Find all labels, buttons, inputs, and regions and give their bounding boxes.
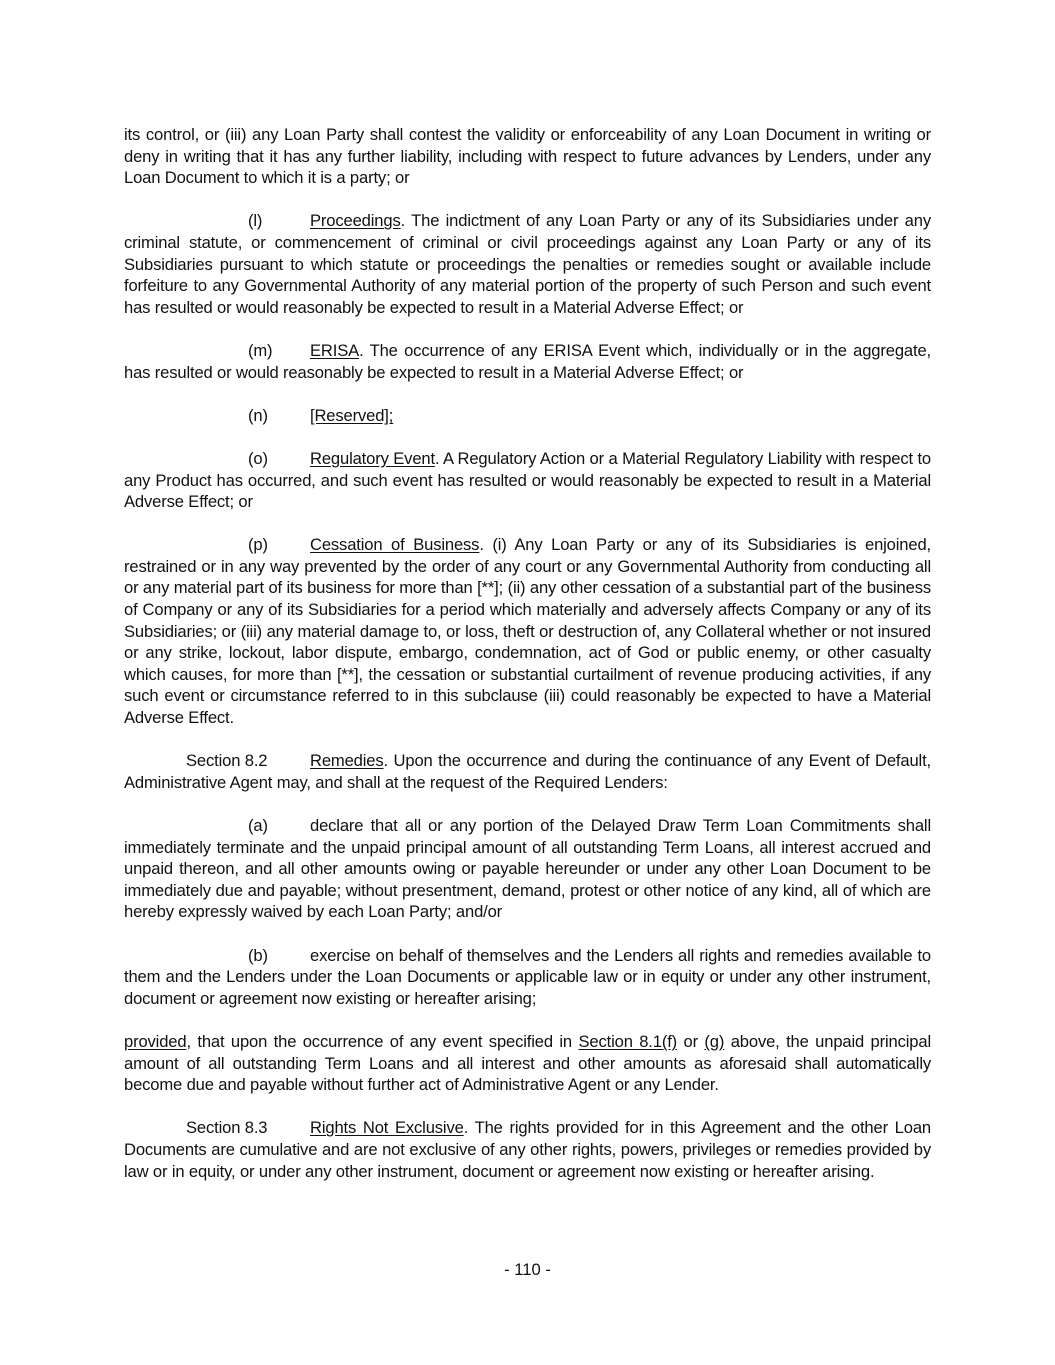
clause-o-heading: Regulatory Event (310, 448, 435, 468)
clause-p (124, 534, 931, 728)
page-number: - 110 - (504, 1260, 551, 1279)
clause-p-label: (p) (248, 535, 268, 555)
section-8-2-heading: Remedies (310, 751, 384, 771)
proviso-text-2: or (677, 1031, 705, 1051)
clause-o (124, 448, 931, 513)
proviso-section-reference: Section 8.1(f) (578, 1031, 678, 1051)
section-8-3-label: Section 8.3 (186, 1118, 268, 1138)
clause-l-label: (l) (248, 211, 263, 231)
clause-n-heading: [Reserved]; (310, 405, 394, 425)
section-8-3-text: . The rights provided for in this Agreement and the other Loan Documents are cumulative and are not exclusive of any other rights, powers, privileges or remedies provided by law or in equity, or under any other instrument, document or agreement now existing or hereafter arising. (124, 1118, 931, 1181)
section-8-3 (124, 1117, 931, 1182)
clause-m-label: (m) (248, 340, 273, 360)
clause-n (124, 405, 931, 427)
clause-o-text: . A Regulatory Action or a Material Regulatory Liability with respect to any Product has occurred, and such event has resulted or would reasonably be expected to result in a Material Adverse Effect; or (124, 448, 931, 512)
paragraph-intro (124, 124, 931, 189)
section-8-3-heading: Rights Not Exclusive (310, 1118, 464, 1138)
clause-m-text: . The occurrence of any ERISA Event which, individually or in the aggregate, has resulted or would reasonably be expected to result in a Material Adverse Effect; or (124, 340, 931, 382)
clause-l-heading: Proceedings (310, 211, 401, 231)
clause-m (124, 340, 931, 383)
clause-b-label: (b) (248, 945, 268, 965)
clause-b (124, 945, 931, 1010)
clause-l (124, 210, 931, 318)
section-8-2-text: . Upon the occurrence and during the continuance of any Event of Default, Administrative Agent may, and shall at the request of the Required Lenders: (124, 751, 931, 792)
clause-p-text: . (i) Any Loan Party or any of its Subsidiaries is enjoined, restrained or in any way prevented by the order of any court or any Governmental Authority from conducting all or any material part of its business for more than [**]; (ii) any other cessation of a substantial part of the business of Company or any of its Subsidiaries for a period which materially and adversely affects Company or any of its Subsidiaries; or (iii) any material damage to, or loss, theft or destruction of, any Collateral whether or not insured or any strike, lockout, labor dispute, embargo, condemnation, act of God or public enemy, or other casualty which causes, for more than [**], the cessation or substantial curtailment of revenue producing activities, if any such event or circumstance referred to in this subclause (iii) could reasonably be expected to have a Material Adverse Effect. (124, 535, 931, 728)
clause-p-heading: Cessation of Business (310, 535, 480, 555)
clause-b-text: exercise on behalf of themselves and the Lenders all rights and remedies available to them and the Lenders under the Loan Documents or applicable law or in equity or under any other instrument, document or agreement now existing or hereafter arising; (124, 945, 931, 1008)
page-body (124, 124, 931, 1204)
proviso-text-3: above, the unpaid principal amount of all outstanding Term Loans and all interest and other amounts as aforesaid shall automatically become due and payable without further act of Administrative Agent or any Lender. (124, 1031, 931, 1095)
proviso-clause-reference: (g) (704, 1031, 725, 1051)
clause-l-text: . The indictment of any Loan Party or any of its Subsidiaries under any criminal statute, or commencement of criminal or civil proceedings against any Loan Party or any of its Subsidiaries pursuant to which statute or proceedings the penalties or remedies sought or available include forfeiture to any Governmental Authority of any material portion of the property of such Person and such event has resulted or would reasonably be expected to result in a Material Adverse Effect; or (124, 211, 931, 317)
clause-m-heading: ERISA (310, 340, 360, 360)
clause-n-label: (n) (248, 405, 268, 425)
clause-o-label: (o) (248, 448, 268, 468)
proviso-text-1: , that upon the occurrence of any event specified in (186, 1031, 579, 1051)
clause-a-label: (a) (248, 816, 268, 835)
section-8-2-label: Section 8.2 (186, 751, 268, 771)
section-8-2 (124, 750, 931, 793)
proviso-paragraph (124, 1031, 931, 1096)
proviso-provided: provided (124, 1031, 187, 1051)
clause-a-text: declare that all or any portion of the Delayed Draw Term Loan Commitments shall immediately terminate and the unpaid principal amount of all outstanding Term Loans, all interest accrued and unpaid thereon, and all other amounts owing or payable hereunder or under any other Loan Document to be immediately due and payable; without presentment, demand, protest or other notice of any kind, all of which are hereby expressly waived by each Loan Party; and/or (124, 816, 931, 922)
paragraph-intro-text: its control, or (iii) any Loan Party shall contest the validity or enforceability of any Loan Document in writing or deny in writing that it has any further liability, including with respect to future advances by Lenders, under any Loan Document to which it is a party; or (124, 125, 931, 188)
clause-a (124, 815, 931, 923)
